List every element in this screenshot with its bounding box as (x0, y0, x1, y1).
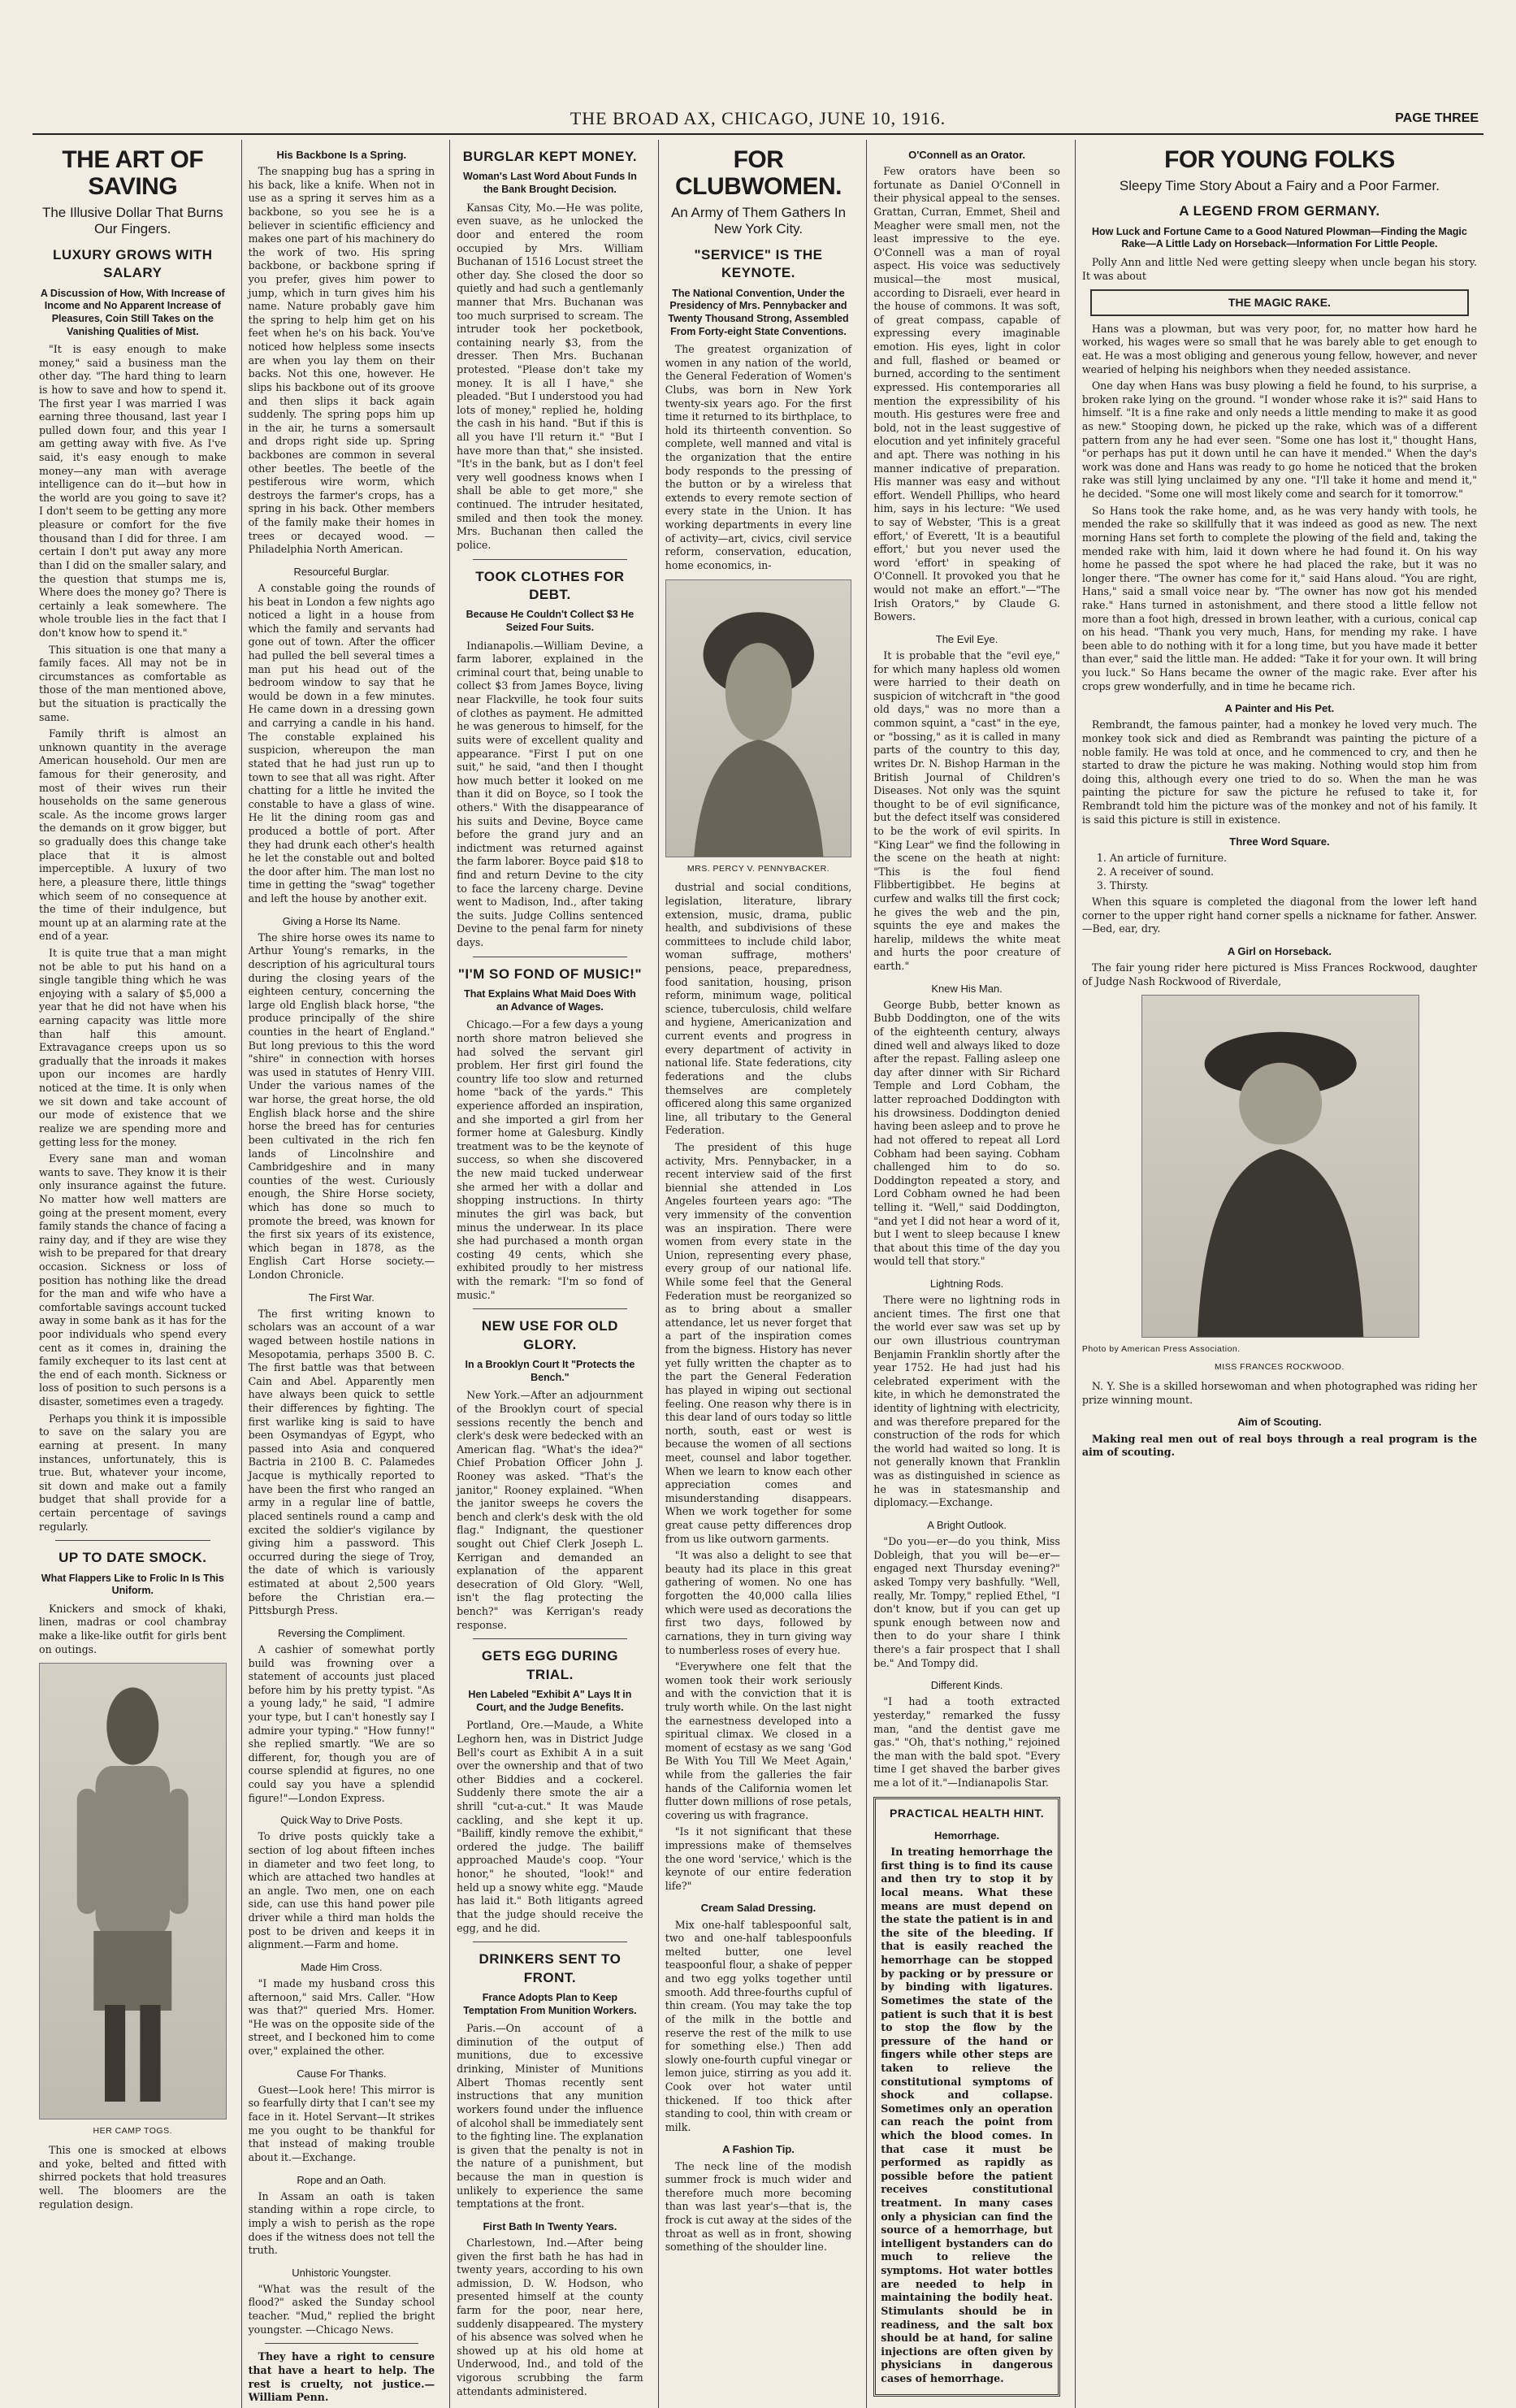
heading-rope: Rope and an Oath. (297, 2173, 387, 2186)
headline-clothes: TOOK CLOTHES FOR DEBT. (475, 568, 625, 602)
paragraph: "It is easy enough to make money," said a business man the other day. "The hard thing to learn is how to save and how to spend it. The first year I was married I was earning three thousand, last year I pulled down four, and this year I am getting away with five. As I've said, it's easy enough to make money—any man with average intelligence can do it—but how in the world are you going to save it? I don't seem to be getting any more pleasure or comfort for the five thousand than I did for three. I am certain I don't put away any more than I did on the smaller salary, and the question that stumps me is, Where does the money go? There is certainly a leak somewhere. The whole trouble lies in the fact that I don't know how to spend it." (39, 343, 227, 639)
heading-hemorrhage: Hemorrhage. (933, 1829, 1000, 1842)
list-item: 1. An article of furniture. (1096, 852, 1228, 865)
kicker: Because He Couldn't Collect $3 He Seized Four Suits. (466, 609, 635, 634)
paragraph: It is probable that the "evil eye," for which many hapless old women were harried to their death on suspicion of witchcraft in "the good old days," was no more than a common squint, a "cast" in the eye, or "bossing," as it is called in many parts of the country to this day, writes Dr. N. Bishop Harman in the British Journal of Children's Diseases. Not only was the squint thought to be of evil significance, but the defect itself was considered to be the work of evil spirits. In "King Lear" we find the following in the scene on the heath at night: "This is the foul fiend Flibbertigibbet. He begins at curfew and walks till the first cock; he gives the web and the pin, squints the eye and makes the harelip, mildews the white meat and hurts the poor creature of earth." (873, 649, 1060, 973)
paragraph: "I made my husband cross this afternoon," said Mrs. Caller. "How was that?" queried Mrs. Homer. "He was on the opposite side of the street, and I beckoned him to come over," explained the other. (248, 1977, 435, 2058)
heading-knew-his-man: Knew His Man. (931, 982, 1003, 995)
headline-art-of-saving: THE ART OF SAVING (62, 146, 204, 200)
photo-camp-girl (39, 1663, 227, 2119)
headline-music: "I'M SO FOND OF MUSIC!" (457, 965, 643, 982)
kicker-convention: The National Convention, Under the Presidency of Mrs. Pennybacker and Twenty Thousand Strong, Assembled From Forty-eight State Conventions. (668, 287, 849, 337)
list-item: 3. Thirsty. (1096, 879, 1149, 892)
heading-thanks: Cause For Thanks. (297, 2067, 387, 2080)
headline-young-folks: FOR YOUNG FOLKS (1164, 146, 1395, 173)
subhead-army: An Army of Them Gathers In New York City. (670, 205, 847, 237)
headline-drinkers: DRINKERS SENT TO FRONT. (479, 1951, 622, 1985)
heading-cross: Made Him Cross. (301, 1960, 383, 1973)
subhead-illusive-dollar: The Illusive Dollar That Burns Our Fingers. (41, 205, 223, 237)
paragraph: The shire horse owes its name to Arthur Young's remarks, in the description of his agricultural tours during the closing years of the eighteen century, concerning the large old English black horse, "the produce principally of the shire counties in the heart of England." But long previous to this the word "shire" in connection with horses was used in statutes of Henry VIII. Under the various names of the war horse, the great horse, the old English black horse and the shire horse the breed has for centuries been cultivated in the rich fen lands of Lincolnshire and Cambridgeshire and in many counties of the west. Curiously enough, the Shire Horse society, which has done so much to promote the breed, was known for the first six years of its existence, which began in 1878, as the English Cart Horse society.—London Chronicle. (248, 931, 435, 1281)
paragraph: This one is smocked at elbows and yoke, belted and fitted with shirred pockets that hold treasures well. The bloomers are the regulation design. (39, 2144, 227, 2211)
paragraph: Few orators have been so fortunate as Daniel O'Connell in their physical appeal to the senses. Grattan, Curran, Emmet, Sheil and Meagher were small men, not the least impressive to the eye. O'Connell was a man of royal aspect. His voice was seductively musical—the most musical, according to Disraeli, ever heard in the house of commons. It was soft, of great compass, capable of expressing every imaginable emotion. His eyes, light in color and full, flashed or beamed or burned, according to the sentiment expressed. His contemporaries all mention the expressibility of his mouth. His gestures were free and bold, not in the least suggestive of elocution and yet infinitely graceful and apt. There was nothing in his manner indicative of preparation. His manner was easy and without effort. Wendell Phillips, who heard him, says in his lecture: "We used to say of Webster, 'This is a great effort,' of Everett, 'It is a beautiful effort,' but you never used the word 'effort' in speaking of O'Connell. It provoked you that he would not make an effort."—"The Irish Orators," by Claude G. Bowers. (873, 165, 1060, 623)
paragraph: "It was also a delight to see that beauty had its place in this great gathering of women. No one has forgotten the 40,000 calla lilies which were used as decorations the first two days, followed by carnations, they in turn giving way to numberless roses of every hue. (665, 1549, 852, 1656)
paragraph: This situation is one that many a family faces. All may not be in circumstances as comfortable as those of the man mentioned above, but the situation is practically the same. (39, 643, 227, 723)
paragraph: A constable going the rounds of his beat in London a few nights ago noticed a light in a house from which the family and servants had gone out of town. After the officer had pulled the bell several times a man put his head out of the bedroom window to say that he would be down in a few minutes. He came down in a dressing gown and carrying a candle in his hand. The constable explained his suspicion, whereupon the man stated that he had just run up to town to see that all was right. After chatting for a little he invited the constable to have a glass of wine. He lit the dining room gas and produced a bottle of port. After they had drunk each other's health he let the constable out and bolted the door after him. The man lost no time in getting the "swag" together and left the house by another exit. (248, 581, 435, 905)
photo-rockwood (1141, 995, 1419, 1338)
paragraph: Hans was a plowman, but was very poor, for, no matter how hard he worked, his wages were so small that he was barely able to get enough to eat. He was a most obliging and generous young fellow, however, and never wearied of helping his neighbors when they needed assistance. (1081, 322, 1477, 375)
column-anecdotes (866, 140, 1067, 2408)
portrait-caption: MRS. PERCY V. PENNYBACKER. (687, 863, 830, 874)
paragraph: Guest—Look here! This mirror is so fearfully dirty that I can't see my face in it. Hotel Servant—It strikes me you ought to be thankful for that instead of making trouble about it.—Exchange. (248, 2083, 435, 2163)
heading-outlook: A Bright Outlook. (927, 1518, 1007, 1531)
photo-credit: Photo by American Press Association. (1081, 1344, 1241, 1355)
paragraph: N. Y. She is a skilled horsewoman and when photographed was riding her prize winning mount. (1081, 1380, 1477, 1406)
paragraph: Perhaps you think it is impossible to save on the salary you are earning at present. In many instances, unfortunately, this is true. But, whatever your income, sit down and make out a family budget that shall provide for a certain percentage of savings regularly. (39, 1412, 227, 1533)
heading-horse: Giving a Horse Its Name. (282, 914, 401, 927)
headline-smock: UP TO DATE SMOCK. (58, 1550, 207, 1566)
list-item: 2. A receiver of sound. (1096, 866, 1215, 879)
subhead-sleepy: Sleepy Time Story About a Fairy and a Poor Farmer. (1119, 178, 1440, 193)
heading-word-square: Three Word Square. (1229, 835, 1330, 848)
heading-girl-horseback: A Girl on Horseback. (1227, 945, 1332, 958)
paragraph: When this square is completed the diagonal from the lower left hand corner to the upper right hand corner spells a nickname for father. Answer.—Bed, ear, dry. (1081, 896, 1477, 935)
heading-youngster: Unhistoric Youngster. (292, 2266, 392, 2279)
kicker: Woman's Last Word About Funds In the Bank Brought Decision. (463, 171, 637, 196)
subhead-luxury: LUXURY GROWS WITH SALARY (53, 246, 213, 281)
paragraph: Kansas City, Mo.—He was polite, even suave, as he unlocked the door and entered the room occupied by Mrs. William Buchanan of 1516 Locust street the other day. She closed the door so quietly and had such a gentlemanly manner that Mrs. Buchanan was too much surprised to scream. The intruder took her pocketbook, containing nearly $3, from the dresser. Then Mrs. Buchanan protested. "Please don't take my money. It is all I have," she pleaded. "But I understood you had lots of money," replied he, holding the cash in his hand. "But if this is all you have I'll return it." "But I have more than that," she insisted. "It's in the bank, but as I don't feel very well goodness knows when I shall be able to get more," she continued. The intruder hesitated, smiled and then took the money. Mrs. Buchanan then called the police. (457, 201, 643, 551)
headline-old-glory: NEW USE FOR OLD GLORY. (481, 1318, 618, 1352)
subhead-legend: A LEGEND FROM GERMANY. (1179, 203, 1380, 219)
paragraph: George Bubb, better known as Bubb Doddington, one of the wits of the eighteenth century, always dined well and always liked to doze after the repast. Falling asleep one day after dinner with Sir Richard Temple and Lord Cobham, the latter reproached Doddington with his drowsiness. Doddington denied having been asleep and to prove he had not offered to repeat all Lord Cobham had been saying. Cobham challenged him to do so. Doddington repeated a story, and Lord Cobham owned he had been telling it. "Well," said Doddington, "and yet I did not hear a word of it, but I went to sleep because I knew that about this time of the day you would tell that story." (873, 998, 1060, 1268)
heading-kinds: Different Kinds. (930, 1679, 1003, 1692)
column-news (449, 140, 650, 2408)
paragraph: Mix one-half tablespoonful salt, two and one-half tablespoonfuls melted butter, one level teaspoonful flour, a shake of pepper and two egg yolks together until smooth. Add three-fourths cupful of thin cream. (You may take the top of the milk in the bottle and reserve the rest of the milk to use for something else.) Then add slowly one-fourth cupful vinegar or lemon juice, stirring as you add it. Cook over hot water until thickened. If too thick after standing to cool, thin with cream or milk. (665, 1918, 852, 2133)
photo-caption: HER CAMP TOGS. (93, 2126, 172, 2137)
paragraph: Paris.—On account of a diminution of the output of munitions, due to excessive drinking, Minister of Munitions Albert Thomas recently sent instructions that any munition workers found under the influence of alcohol shall be immediately sent to the fighting line. The explanation is given that the penalty is not in the nature of a punishment, but because the man in question is unlikely to experience the same temptations at the front. (457, 2022, 643, 2211)
divider (473, 559, 627, 560)
paragraph: "I had a tooth extracted yesterday," remarked the fussy man, "and the dentist gave me gas." "Oh, that's nothing," rejoined the man with the bald spot. "Every time I get shaved the barber gives me a lot of it."—Indianapolis Star. (873, 1695, 1060, 1789)
heading-first-bath: First Bath In Twenty Years. (483, 2219, 617, 2232)
page-label: PAGE THREE (1395, 111, 1479, 125)
paragraph: Every sane man and woman wants to save. They know it is their only insurance against the future. No matter how well matters are going at the present moment, every family stands the chance of facing a rainy day, and if they are wise they wish to be prepared for that dreary occasion. Sickness or loss of position has nothing like the dread for the man and wife who have a comfortable savings account tucked away in some bank as it has for the poor individuals who spend every cent as it comes in, draining the family exchequer to its last cent at the end of each month. Sickness or loss of position to such persons is a disaster, sometimes even a tragedy. (39, 1152, 227, 1408)
paragraph: Polly Ann and little Ned were getting sleepy when uncle began his story. It was about (1081, 256, 1477, 282)
word-square-list (1097, 852, 1477, 892)
heading-oconnell: O'Connell as an Orator. (908, 149, 1026, 161)
paragraph: Family thrift is almost an unknown quantity in the average American household. Our men are famous for their generosity, and most of their wives run their households on the same generous scale. As the income grows larger the demands on it grow bigger, but so gradually does this change take place that it is almost imperceptible. A luxury of two here, a pleasure there, little things which seem of no consequence at the time of their indulgence, but mount up at an alarming rate at the end of a year. (39, 727, 227, 943)
heading-health-hint: PRACTICAL HEALTH HINT. (889, 1806, 1045, 1820)
heading-backbone: His Backbone Is a Spring. (276, 149, 407, 161)
column-art-of-saving (32, 140, 233, 2408)
heading-salad: Cream Salad Dressing. (700, 1902, 816, 1915)
paragraph: The neck line of the modish summer frock is much wider and therefore much more becoming than was last year's—that is, the frock is cut away at the sides of the throat as well as in front, showing something of the shoulder line. (665, 2159, 852, 2254)
box-magic-rake: THE MAGIC RAKE. (1090, 289, 1469, 315)
paragraph: A cashier of somewhat portly build was frowning over a statement of accounts just placed before him by his pretty typist. "As a young lady," he said, "I admire your type, but I can't honestly say I admire your typing." "How funny!" she replied smartly. "We are so different, for, though you are of course splendid at figures, no one could say you have a splendid figure!"—London Express. (248, 1642, 435, 1804)
divider (55, 1540, 210, 1541)
heading-posts: Quick Way to Drive Posts. (280, 1814, 403, 1827)
kicker: France Adopts Plan to Keep Temptation From Munition Workers. (463, 1992, 637, 2016)
columns (32, 140, 1484, 2404)
paragraph: "What was the result of the flood?" asked the Sunday school teacher. "Mud," replied the bright youngster. —Chicago News. (248, 2282, 435, 2336)
heading-painter: A Painter and His Pet. (1224, 702, 1335, 715)
column-clubwomen (658, 140, 859, 2408)
paragraph: The president of this huge activity, Mrs. Pennybacker, in a recent interview said of the first biennial she attended in Los Angeles fourteen years ago: "The very immensity of the convention was an inspiration. There were women from every state in the Union, representing every phase, every group of our national life. While some feel that the General Federation must be reorganized so as to bring about a smaller attendance, let us never forget that a part of the inspiration comes from the bigness. History has never yet fully written the chapter as to the part the General Federation has played in wiping out sectional feeling. One reason why there is in this dear land of ours today so little north, south, east or west is because the women of all sections meet, counsel and labor together. When we learn to know each other appreciation comes and misunderstanding disappears. When we work together for some great cause petty differences drop from us like outworn garments. (665, 1140, 852, 1545)
photo-caption: MISS FRANCES ROCKWOOD. (1215, 1362, 1345, 1373)
health-hint-box (873, 1797, 1060, 2397)
portrait-pennybacker (665, 579, 852, 857)
masthead (32, 104, 1484, 135)
paragraph: Charlestown, Ind.—After being given the first bath he has had in twenty years, according to his own admission, D. W. Hodson, who presented himself at the county farm for the poor, near here, suddenly disappeared. The mystery of his absence was solved when he showed up at his old home at Underwood, Ind., and told of the vigorous scrubbing the farm attendants administered. (457, 2236, 643, 2397)
paragraph: Indianapolis.—William Devine, a farm laborer, explained in the criminal court that, being unable to collect $3 from James Boyce, living near Flackville, he took four suits of clothes as payment. He admitted he was generous to himself, for the suits were of excellent quality and appearance. "First I put on one suit," he said, "and then I thought how much better it looked on me than it did on Boyce, so I took the others." With the disappearance of his suits and Devine, Boyce came before the grand jury and an indictment was returned against the farm laborer. Boyce paid $18 to find and return Devine to the city to face the larceny charge. Devine went to Madison, Ind., after taking the suits. Judge Collins sentenced Devine to the penal farm for ninety days. (457, 639, 643, 949)
paragraph: One day when Hans was busy plowing a field he found, to his surprise, a broken rake lying on the ground. "I wonder whose rake it is?" said Hans to himself. "It is a fine rake and only needs a little mending to make it as good as new." Stooping down, he picked up the rake, which was of a different pattern from any he had ever seen. "Some one has lost it," thought Hans, "or perhaps has put it down until he can have it mended." When the day's work was done and Hans was ready to go home he noticed that the broken rake was still lying unclaimed by any one. "I'll take it home and mend it," he decided. "Some one will most likely come and search for it tomorrow." (1081, 380, 1477, 501)
kicker: Hen Labeled "Exhibit A" Lays It in Court, and the Judge Benefits. (468, 1689, 632, 1713)
paragraph: Knickers and smock of khaki, linen, madras or cool chambray make a like-like outfit for girls bent on outings. (39, 1602, 227, 1655)
paragraph: In Assam an oath is taken standing within a rope circle, to imply a wish to perish as the rope does if the witness does not tell the truth. (248, 2189, 435, 2257)
paragraph: Making real men out of real boys through a real program is the aim of scouting. (1081, 1432, 1477, 1459)
column-miscellany (241, 140, 442, 2408)
headline-egg: GETS EGG DURING TRIAL. (481, 1648, 618, 1682)
divider (473, 1638, 627, 1639)
heading-compliment: Reversing the Compliment. (277, 1626, 405, 1639)
paragraph: There were no lightning rods in ancient times. The first one that the world ever saw was set up by our own illustrious countryman Benjamin Franklin shortly after the year 1752. He had just had his celebrated experiment with the kite, in which he demonstrated the identity of lightning with electricity, and was therefore prepared for the construction of the rods for which the world had waited so long. It is not generally known that Franklin was as distinguished in science as he was in statesmanship and diplomacy.—Exchange. (873, 1294, 1060, 1509)
paragraph: In treating hemorrhage the first thing is to find its cause and then try to stop it by local means. What these means are must depend on the state the patient is in and the site of the bleeding. If that is easily reached the hemorrhage can be stopped by packing or by pressure or by binding with ligatures. Sometimes the state of the patient is such that it is best to stop the flow by the pressure of the hand or fingers while other steps are taken to relieve the constitutional symptoms of shock and collapse. Sometimes only an operation can reach the point from which the blood comes. In that case it must be performed as rapidly as possible before the patient receives constitutional treatment. In many cases only a physician can find the source of a hemorrhage, but intelligent bystanders can do much to relieve the symptoms. Hot water bottles are needed to help in maintaining the bodily heat. Stimulants should be in readiness, and the salt box should be at hand, for saline injections are often given by physicians in dangerous cases of hemorrhage. (881, 1846, 1053, 2384)
heading-lightning: Lightning Rods. (929, 1278, 1004, 1290)
paragraph: The greatest organization of women in any nation of the world, the General Federation of Women's Clubs, was born in New York twenty-six years ago. For the first time it returned to its birthplace, to hold its thirteenth convention. So complete, well manned and vital is the organization that the entire body responds to the pressing of the button or by a wireless that extends to every remote section of every state in the Union. It has working departments in every line of activity—art, civics, civil service reform, conservation, education, home economics, in- (665, 343, 852, 571)
masthead-title: THE BROAD AX, CHICAGO, JUNE 10, 1916. (570, 108, 946, 128)
paragraph: The snapping bug has a spring in his back, like a knife. When not in use as a spring it serves him as a backbone, so you see he is a believer in scientific efficiency and makes one part of his machinery do the work of two. His spring backbone, or backbone spring if you prefer, gives him power to jump, which in turn gives him his name. Nature probably gave him the spring to help him get on his feet when he's on his back. You've noticed how helpless some insects are when you lay them on their backs. Not this one, however. He slips his backbone out of its groove and then slips it back again suddenly. The spring pops him up in the air, he turns a somersault and drops right side up. Spring backbones are common in several other beetles. The beetle of the pestiferous wire worm, which destroys the farmer's crops, has a spring in his back. Other members of the family make their homes in trees or decayed wood. —Philadelphia North American. (248, 165, 435, 556)
kicker-saving: A Discussion of How, With Increase of Income and No Apparent Increase of Pleasures, Coin Still Takes on the Vanishing Qualities of Mist. (40, 287, 225, 337)
heading-first-war: The First War. (308, 1291, 375, 1304)
column-young-folks (1075, 140, 1484, 2408)
kicker: That Explains What Maid Does With an Advance of Wages. (464, 988, 636, 1013)
divider (473, 1308, 627, 1309)
paragraph: It is quite true that a man might not be able to put his hand on a single tangible thing which he was enjoying with a salary of $5,000 a year that he did not have when his earning capacity was little more than half this amount. Extravagance creeps upon us so gradually that the inroads it makes upon our incomes are hardly noticed at the time. It is only when we sit down and take account of our mode of existence that we realize we are spending more and getting less for the money. (39, 946, 227, 1148)
heading-scouting: Aim of Scouting. (1237, 1416, 1322, 1429)
kicker-smock: What Flappers Like to Frolic In Is This Uniform. (41, 1572, 224, 1597)
paragraph: "Everywhere one felt that the women took their work seriously and with the conviction that it is truly worth while. On the last night the earnestness developed into a spiritual climax. We closed in a moment of ecstasy as we sang 'God Be With You Till We Meet Again,' while from the galleries the fair hands of the California women let flutter down millions of rose petals, covering us with fragrance. (665, 1660, 852, 1821)
paragraph: So Hans took the rake home, and, as he was very handy with tools, he mended the rake so skillfully that it was indeed as good as new. The next morning Hans set forth to complete the plowing of the field and, taking the mended rake with him, laid it down where he had found it. On his way home he passed the spot where he had placed the rake, but it was no longer there. "The owner has come for it," said Hans aloud. "You are right, Hans," said a small voice near by. "The owner has now got his mended rake." Hans turned in astonishment, and there stood a little fellow not more than a foot high, dressed in brown leather, with a curious, conical cap on his head. "Thank you very much, Hans, for mending my rake. I have been able to do nothing with it for a long time, but you have made it better than ever," said the little man. He added: "Take it for your own. It will bring you luck." So Hans became the owner of the magic rake. Ever after his crops grew wonderfully, and in time he became rich. (1081, 504, 1477, 692)
headline-burglar: BURGLAR KEPT MONEY. (462, 149, 638, 164)
paragraph: Rembrandt, the famous painter, had a monkey he loved very much. The monkey took sick and died as Rembrandt was painting the picture of a noble family. He was told at once, and he commenced to cry, and then he started to draw the picture he was making. Nothing would stop him from doing this, although every one tried to do so. When the man he was painting the picture for saw the picture he refused to take it, for Rembrandt told him the picture was of the monkey and not of his family. It is said this picture is still in existence. (1081, 718, 1477, 826)
paragraph: Chicago.—For a few days a young north shore matron believed she had solved the servant girl problem. Her first girl found the country life too slow and returned home "back of the yards." This experience afforded an inspiration, and she imported a girl from her former home at Galesburg. Kindly treatment was to be the keynote of success, so when she discovered the new maid tucked underwear she armed her with a dollar and shopping instructions. In thirty minutes the girl was back, but minus the underwear. In its place she had purchased a month organ costing 49 cents, which she exhibited proudly to her mistress with the remark: "I'm so fond of music." (457, 1018, 643, 1301)
headline-clubwomen: FOR CLUBWOMEN. (675, 146, 842, 200)
heading-burglar: Resourceful Burglar. (293, 565, 390, 578)
paragraph: The first writing known to scholars was an account of a war waged between hostile nations in Mesopotamia, perhaps 3500 B. C. The first battle was that between Cain and Abel. Apparently men have always been quick to settle their differences by fighting. The first warlike king is said to have been Osymandyas of Egypt, who passed into Asia and conquered Bactria in 2100 B. C. Palamedes Jacque is mythically reported to have been the first who ranged an army in a regular line of battle, placed sentinels round a camp and excited the soldier's vigilance by giving him a password. This occurred during the siege of Troy, the date of which is variously estimated at about 2,500 years before the Christian era.—Pittsburgh Press. (248, 1307, 435, 1617)
paragraph: Portland, Ore.—Maude, a White Leghorn hen, was in District Judge Bell's court as Exhibit A in a suit over the ownership and that of two other Biddies and a cockerel. Suddenly there smote the air a shrill "cut-a-cut." It was Maude cackling, and she kept it up. "Bailiff, kindly remove the exhibit," ordered the judge. The bailiff approached Maude's coop. "Your honor," he shouted, "look!" and held up a snowy white egg. "Maude has laid it." Both litigants agreed that the judge should receive the egg, and he did. (457, 1719, 643, 1934)
paragraph: "Is it not significant that these impressions make of themselves the one word 'service,' which is the keynote of our entire federation life?" (665, 1825, 852, 1892)
kicker: In a Brooklyn Court It "Protects the Bench." (465, 1359, 635, 1383)
paragraph: To drive posts quickly take a section of log about fifteen inches in diameter and two feet long, to which are attached two handles at an angle. Two men, one on each side, can use this hand power pile driver while a third man holds the post to be driven and keeps it in alignment.—Farm and home. (248, 1830, 435, 1951)
paragraph-quote: They have a right to censure that have a heart to help. The rest is cruelty, not justice.—William Penn. (248, 2350, 435, 2404)
paragraph: New York.—After an adjournment of the Brooklyn court of special sessions recently the bench and clerk's desk were bedecked with an American flag. "What's the idea?" Chief Probation Officer John J. Rooney was asked. "That's the janitor," Rooney explained. "When the janitor sweeps he covers the bench and clerk's desk with the old flag." Indignant, the questioner sought out Chief Clerk Joseph L. Kerrigan and demanded an explanation of the apparent desecration of Old Glory. "Well, isn't the flag protecting the bench?" was Kerrigan's ready response. (457, 1389, 643, 1631)
paragraph: dustrial and social conditions, legislation, literature, library extension, music, drama, public health, and subdivisions of these committees to include child labor, woman suffrage, mothers' pensions, peace, preparedness, food sanitation, housing, prison reform, minimum wage, political science, tuberculosis, child welfare and hygiene, Americanization and current events and progress in every department of activity in national life. State federations, city federations and the clubs themselves are completely officered along this same organized line, all tributary to the General Federation. (665, 881, 852, 1137)
divider (265, 2343, 419, 2344)
heading-fashion: A Fashion Tip. (722, 2143, 795, 2156)
subhead-service: "SERVICE" IS THE KEYNOTE. (694, 246, 823, 281)
kicker-magic-rake: How Luck and Fortune Came to a Good Natured Plowman—Finding the Magic Rake—A Little Lady on Horseback—Information For Little People. (1092, 225, 1467, 250)
heading-evil-eye: The Evil Eye. (935, 632, 998, 645)
paragraph: "Do you—er—do you think, Miss Dobleigh, that you will be—er—engaged next Thursday evening?" asked Tompy very bashfully. "Well, really, Mr. Tompy," replied Ethel, "I don't know, but if you can get up spunk enough between now and then to do your share I think there's a fair prospect that I shall be." And Tompy did. (873, 1535, 1060, 1669)
paragraph: The fair young rider here pictured is Miss Frances Rockwood, daughter of Judge Nash Rockwood of Riverdale, (1081, 961, 1477, 987)
